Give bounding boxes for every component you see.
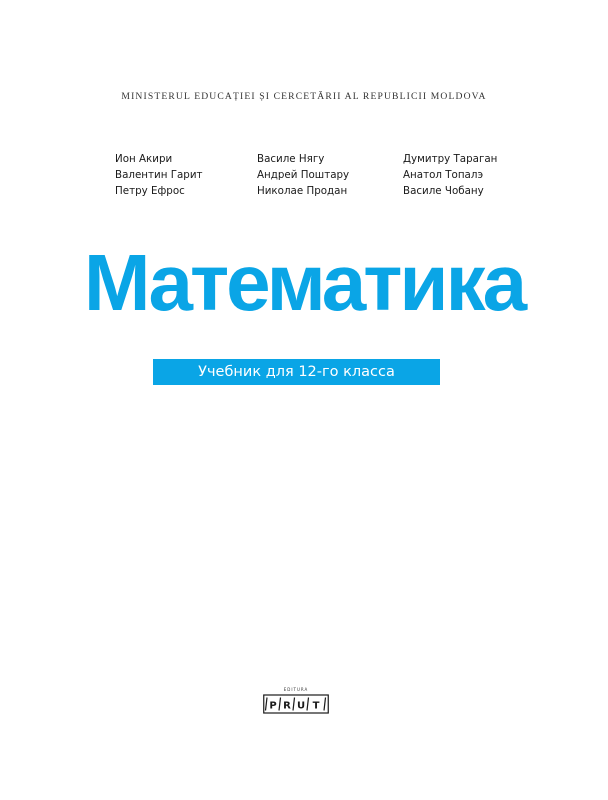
author-name: Анатол Топалэ (403, 169, 484, 181)
logo-letter: R (283, 700, 291, 712)
author-name: Николае Продан (257, 185, 348, 197)
authors-column-1 (115, 151, 257, 199)
book-title: Математика (83, 238, 525, 327)
authors-list (115, 151, 543, 199)
authors-column-2 (257, 151, 403, 199)
authors-column-3 (403, 151, 543, 199)
author-name: Ион Акири (115, 153, 173, 165)
author-name: Василе Чобану (403, 185, 484, 197)
author-name: Василе Нягу (257, 153, 325, 165)
subtitle-banner (153, 359, 440, 385)
publisher-label: EDITURA (283, 687, 309, 692)
prut-logo-icon (263, 694, 329, 714)
author-name: Валентин Гарит (115, 169, 203, 181)
logo-letter: P (269, 700, 277, 712)
author-name: Петру Ефрос (115, 185, 185, 197)
author-name: Андрей Поштару (257, 169, 350, 181)
logo-letter: U (296, 700, 306, 712)
logo-letter: T (312, 700, 320, 712)
publisher-logo (263, 687, 329, 717)
book-subtitle: Учебник для 12-го класса (198, 364, 395, 380)
author-name: Думитру Тараган (403, 153, 498, 165)
ministry-header: MINISTERUL EDUCAȚIEI ȘI CERCETĂRII AL REPUBLICII MOLDOVA (121, 91, 487, 102)
